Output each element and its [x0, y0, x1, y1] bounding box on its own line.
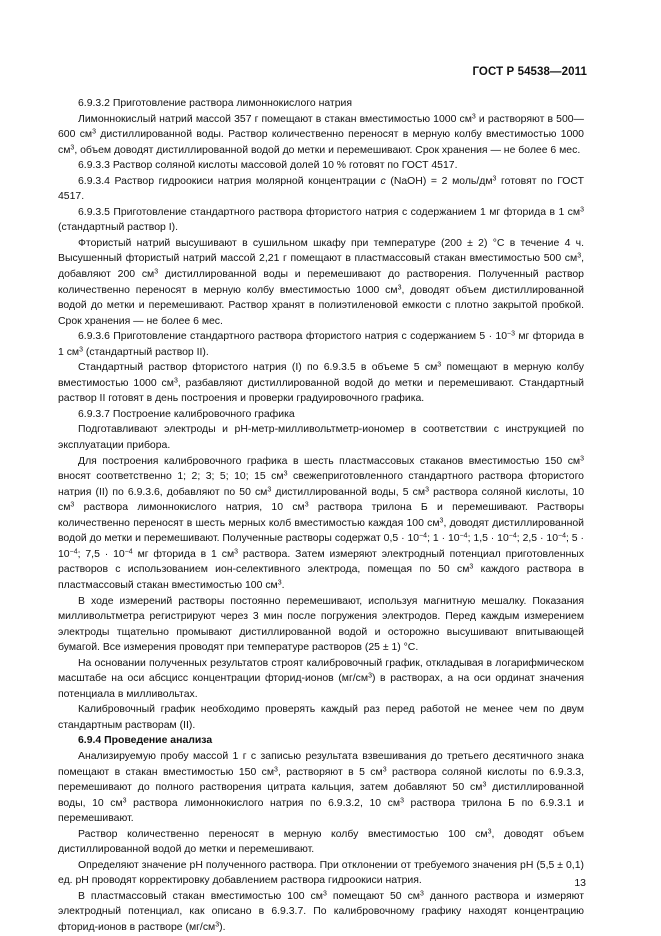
paragraph: На основании полученных результатов строят калибровочный график, откладывая в логарифмическом масштабе на оси абсцисс концентрации фторид-ионов $(мг/см^3)$ в растворах, а на оси ординат значения потенциала в милливольтах. — [58, 657, 584, 700]
paragraph: Для построения калибровочного графика в шесть пластмассовых стаканов вместимостью 150 $см^3$ вносят соответственно 1; 2; 3; 5; 10; 15 $см^3$ свежеприготовленного стандартного раствора фтористого натрия (II) по 6.9.3.6, добавляют по 50 $см^3$ дистиллированной воды, 5 $см^3$ раствора соляной кислоты, 10 $см^3$ раствора лимоннокислого натрия, 10 $см^3$ раствора трилона Б и перемешивают. Растворы количественно переносят в шесть мерных колб вместимостью каждая 100 $см^3$, доводят дистиллированной водой до метки и перемешивают. Полученные растворы содержат $0,5 \cdot 10^{-4}$; $1 \cdot 10^{-4}$; $1,5 \cdot 10^{-4}$; $2,5 \cdot 10^{-4}$; $5 \cdot 10^{-4}$; $7,5 \cdot 10^{-4}$ мг фторида в 1 $см^3$ раствора. Затем измеряют электродный потенциал приготовленных растворов с использованием ион-селективного электрода, помещая по 50 $см^3$ каждого раствора в пластмассовый стакан вместимостью 100 $см^3$. — [58, 455, 585, 591]
section-heading-6-9-3-6: 6.9.3.6 Приготовление стандартного раствора фтористого натрия с содержанием $5 \cdot 10^{-3}$ мг фторида в 1 $см^3$ (стандартный раствор II). — [58, 330, 584, 358]
section-6-9-3-3: 6.9.3.3 Раствор соляной кислоты массовой долей 10 % готовят по ГОСТ 4517. — [78, 160, 458, 172]
paragraph: Фтористый натрий высушивают в сушильном шкафу при температуре (200 ± 2) °С в течение 4 ч. Высушенный фтористый натрий массой 2,21 г помещают в пластмассовый стакан вместимостью 500 $см^3$, добавляют 200 $см^3$ дистиллированной воды и перемешивают до растворения. Полученный раствор количественно переносят в мерную колбу вместимостью 1000 $см^3$, доводят объем дистиллированной водой до метки и перемешивают. Раствор хранят в полиэтиленовой емкости с плотно закрытой пробкой. Срок хранения — не более 6 мес. — [58, 237, 584, 327]
paragraph: Калибровочный график необходимо проверять каждый раз перед работой не менее чем по двум стандартным растворам (II). — [58, 704, 584, 731]
standard-header: ГОСТ Р 54538—2011 — [472, 66, 587, 78]
section-6-9-3-4: 6.9.3.4 Раствор гидроокиси натрия молярной концентрации c (NaOH) = 2 моль/$дм^3$ готовят по ГОСТ 4517. — [58, 175, 584, 203]
paragraph: Подготавливают электроды и рН-метр-милливольтметр-иономер в соответствии с инструкцией по эксплуатации прибора. — [58, 424, 584, 452]
paragraph: В ходе измерений растворы постоянно перемешивают, используя магнитную мешалку. Показания милливольтметра регистрируют через 3 мин после погружения электродов. Перед каждым измерением электроды тщательно промывают дистиллированной водой и осторожно высушивают впитывающей бумагой. Все измерения проводят при температуре растворов (25 ± 1) °С. — [58, 595, 584, 654]
paragraph: В пластмассовый стакан вместимостью 100 $см^3$ помещают 50 $см^3$ данного раствора и измеряют электродный потенциал, как описано в 6.9.3.7. По калибровочному графику находят концентрацию фторид-ионов в растворе $(мг/см^3)$. — [58, 890, 584, 933]
section-heading-6-9-4: 6.9.4 Проведение анализа — [78, 735, 213, 747]
paragraph: Определяют значение рН полученного раствора. При отклонении от требуемого значения рН (5,5 ± 0,1) ед. рН проводят корректировку добавлением раствора гидроокиси натрия. — [58, 859, 584, 887]
document-body — [58, 96, 584, 936]
page-number: 13 — [574, 877, 586, 889]
paragraph: Раствор количественно переносят в мерную колбу вместимостью 100 $см^3$, доводят объем дистиллированной водой до метки и перемешивают. — [58, 828, 584, 856]
section-heading-6-9-3-7: 6.9.3.7 Построение калибровочного графика — [78, 408, 295, 420]
paragraph: Стандартный раствор фтористого натрия (I) по 6.9.3.5 в объеме 5 $см^3$ помещают в мерную колбу вместимостью 1000 $см^3$, разбавляют дистиллированной водой до метки и перемешивают. Стандартный раствор II готовят в день построения и проверки градуировочного графика. — [58, 361, 585, 405]
section-heading-6-9-3-5: 6.9.3.5 Приготовление стандартного раствора фтористого натрия с содержанием 1 мг фторида в 1 $см^3$ (стандартный раствор I). — [58, 206, 584, 234]
section-heading-6-9-3-2: 6.9.3.2 Приготовление раствора лимоннокислого натрия — [78, 98, 352, 109]
paragraph: Лимоннокислый натрий массой 357 г помещают в стакан вместимостью 1000 $см^3$ и растворяют в 500—600 $см^3$ дистиллированной воды. Раствор количественно переносят в мерную колбу вместимостью 1000 $см^3$, объем доводят дистиллированной водой до метки и перемешивают. Срок хранения — не более 6 мес. — [58, 113, 584, 156]
paragraph: Анализируемую пробу массой 1 г с записью результата взвешивания до третьего десятичного знака помещают в стакан вместимостью 150 $см^3$, растворяют в 5 $см^3$ раствора соляной кислоты по 6.9.3.3, перемешивают до полного растворения цитрата кальция, затем добавляют 50 $см^3$ дистиллированной воды, 10 $см^3$ раствора лимоннокислого натрия по 6.9.3.2, 10 $см^3$ раствора трилона Б по 6.9.3.1 и перемешивают. — [58, 750, 585, 825]
